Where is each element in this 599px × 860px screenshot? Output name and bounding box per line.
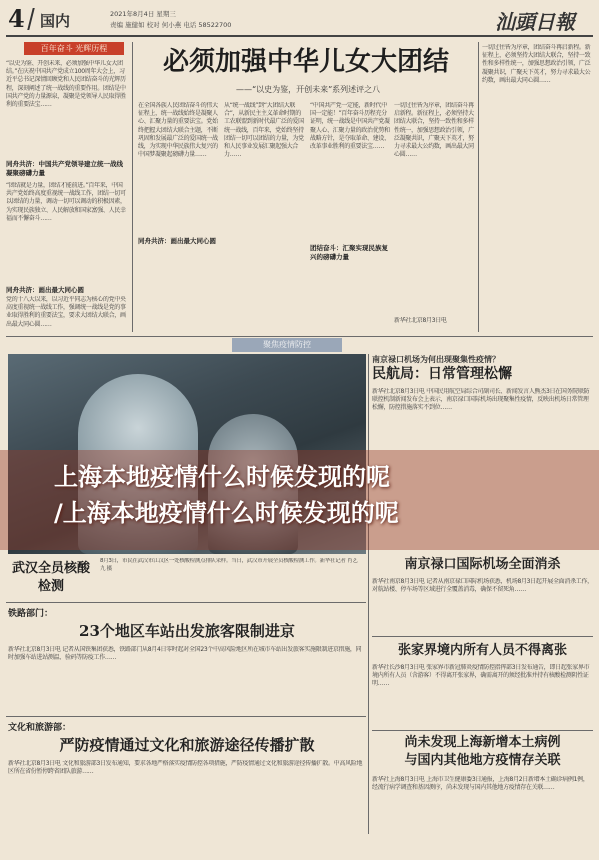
column-body-1: “以史为鉴、开创未来，必须加强中华儿女大团结。”在庆祝中国共产党成立100周年大会上，习近平总书记深情回顾党和人民团结奋斗的光辉历程，深刻阐述了统一战线的重要作用。团结是中国共产党的力量源泉，凝聚是党领导人民取得胜利的重要法宝…… bbox=[6, 60, 126, 109]
culture-body: 新华社北京8月3日电 文化和旅游部3日发布通知，要求各地严格落实疫情防控各项措施，严防疫情通过文化和旅游途径传播扩散。中高风险地区所在省份暂停跨省团队旅游…… bbox=[8, 760, 363, 776]
right-divider bbox=[478, 42, 479, 332]
date-line: 2021年8月4日 星期三 bbox=[110, 10, 176, 18]
photo-divider bbox=[368, 354, 369, 834]
feature-article bbox=[136, 42, 476, 332]
column-subhead-2: 同舟共济：画出最大同心圆 bbox=[6, 286, 84, 294]
railway-headline: 23个地区车站出发旅客限制进京 bbox=[79, 622, 295, 640]
editor-line: 责编 施健如 校对 何小燕 电话 58522700 bbox=[110, 21, 232, 29]
feature-headline: 必须加强中华儿女大团结 bbox=[162, 47, 449, 77]
culture-headline: 严防疫情通过文化和旅游途径传播扩散 bbox=[59, 736, 315, 754]
column-body-2: “团结就是力量，团结才能前进。”百年来，中国共产党始终高度重视统一战线工作，团结一切可以团结的力量，调动一切可以调动的积极因素，为实现民族独立、人民解放和国家富强、人民幸福而不懈奋斗…… bbox=[6, 182, 126, 222]
masthead bbox=[0, 0, 599, 38]
nanjing-kicker: 南京禄口机场为何出现聚集性疫情？ bbox=[372, 354, 500, 364]
column-subhead-1: 同舟共济：中国共产党领导建立统一战线凝聚磅礴力量 bbox=[6, 160, 123, 177]
zjj-headline: 张家界境内所有人员不得离张 bbox=[397, 643, 567, 658]
feature-col-3: “中国共产党一定能，新时代中国一定能！”百年奋斗历程充分证明，统一战线是中国共产党凝聚人心、汇聚力量的政治优势和战略方针，是夺取革命、建设、改革事业胜利的重要法宝…… bbox=[310, 102, 390, 151]
shanghai-body: 新华社上海8月3日电 上海市卫生健康委3日通报，上海8月2日新增本土确诊病例1例，经流行病学调查和基因测序，尚未发现与国内其他地方疫情存在关联…… bbox=[372, 776, 589, 792]
nanjing-headline: 民航局：日常管理松懈 bbox=[372, 366, 512, 382]
feature-col-3-subhead: 团结奋斗：汇聚实现民族复兴的磅礴力量 bbox=[310, 244, 388, 261]
feature-kicker: ——“以史为鉴，开创未来”系列述评之八 bbox=[236, 85, 381, 94]
feature-col-1: 在全国各族人民团结奋斗的伟大征程上，统一战线始终是凝聚人心、汇聚力量的重要法宝。党始终把握大团结大联合主题，不断巩固和发展最广泛的爱国统一战线，为实现中华民族伟大复兴的中国梦凝聚起磅礴力量…… bbox=[138, 102, 218, 159]
masthead-rule bbox=[6, 35, 593, 37]
nanjing-body: 新华社北京8月3日电 中国民用航空局综合司副司长、新闻发言人熊杰3日在国务院联防联控机制新闻发布会上表示，南京禄口国际机场出现聚集性疫情，反映出机场日常管理松懈，防控措施落实不到位…… bbox=[372, 388, 590, 412]
zjj-rule bbox=[372, 730, 593, 731]
feature-col-4: 一切过往皆为序章，团结奋斗再启新程。新征程上，必须坚持大团结大联合，坚持一致性和多样性统一，加强思想政治引领，广泛凝聚共识，广聚天下英才，努力寻求最大公约数，画出最大同心圆…… bbox=[394, 102, 474, 159]
column-body-3: 党的十八大以来，以习近平同志为核心的党中央高度重视统一战线工作，强调统一战线是党的事业取得胜利的重要法宝，要求大团结大联合，画出最大同心圆…… bbox=[6, 296, 126, 328]
section-name: 国内 bbox=[40, 12, 71, 30]
right-column-text: 一切过往皆为序章，团结奋斗再启新程。新征程上，必须坚持大团结大联合，坚持一致性和多样性统一，加强思想政治引领，广泛凝聚共识，广聚天下英才，努力寻求最大公约数，画出最大同心圆…… bbox=[482, 44, 591, 84]
epidemic-banner: 聚焦疫情防控 bbox=[232, 338, 342, 352]
overlay-title-line-2: /上海本地疫情什么时候发现的呢 bbox=[54, 499, 399, 527]
paper-name: 汕頭日報 bbox=[495, 10, 575, 34]
wuhan-headline bbox=[8, 560, 94, 596]
culture-kicker: 文化和旅游部： bbox=[8, 723, 72, 733]
overlay-title-line-1: 上海本地疫情什么时候发现的呢 bbox=[54, 463, 390, 491]
masthead-divider-icon bbox=[27, 8, 34, 30]
left-column bbox=[6, 42, 130, 332]
column-banner: 百年奋斗 光辉历程 bbox=[24, 42, 124, 55]
zjj-body: 新华社长沙8月3日电 张家界市新冠肺炎疫情防控指挥部3日发布通告，即日起张家界市境内所有人员（含游客）不得离开张家界，确需离开的须经批准并持有核酸检测阴性证明…… bbox=[372, 664, 590, 688]
clean-body: 新华社南京8月3日电 记者从南京禄口国际机场获悉，机场8月3日起开展全面消杀工作，对航站楼、停车场等区域进行全覆盖消毒，确保不留死角…… bbox=[372, 578, 593, 594]
clean-headline: 南京禄口国际机场全面消杀 bbox=[404, 557, 561, 572]
photo-caption: 8月3日，市民在武汉市江汉区一处核酸检测点排队采样。当日，武汉市开展全员核酸检测工作。新华社记者 肖艺九 摄 bbox=[100, 558, 358, 572]
feature-col-1-subhead: 同舟共济：画出最大同心圆 bbox=[138, 237, 216, 245]
clean-rule bbox=[372, 636, 593, 637]
culture-rule bbox=[6, 716, 366, 717]
shanghai-headline-1: 尚未发现上海新增本土病例 bbox=[404, 735, 561, 750]
section-rule bbox=[6, 336, 593, 337]
column-divider bbox=[132, 42, 133, 332]
feature-col-2: 从“统一战线”到“大团结大联合”，从新民主主义革命时期的工农联盟到新时代最广泛的爱国统一战线，百年来，党始终坚持团结一切可以团结的力量，为党和人民事业发展汇聚起强大合力…… bbox=[224, 102, 304, 159]
wuhan-headline-text: 武汉全员核酸检测 bbox=[11, 561, 90, 594]
shanghai-headline-2: 与国内其他地方疫情存关联 bbox=[404, 753, 561, 768]
feature-byline: 新华社北京8月3日电 bbox=[394, 317, 447, 324]
railway-kicker: 铁路部门： bbox=[8, 609, 54, 619]
railway-body: 新华社北京8月3日电 记者从国铁集团获悉，铁路部门从8月4日零时起对全国23个中高风险地区所在城市车站出发旅客实施限制进京措施，同时加强车站进站测温、验码等防疫工作…… bbox=[8, 646, 362, 662]
page-number: 4 bbox=[8, 4, 25, 33]
railway-rule bbox=[6, 602, 366, 603]
